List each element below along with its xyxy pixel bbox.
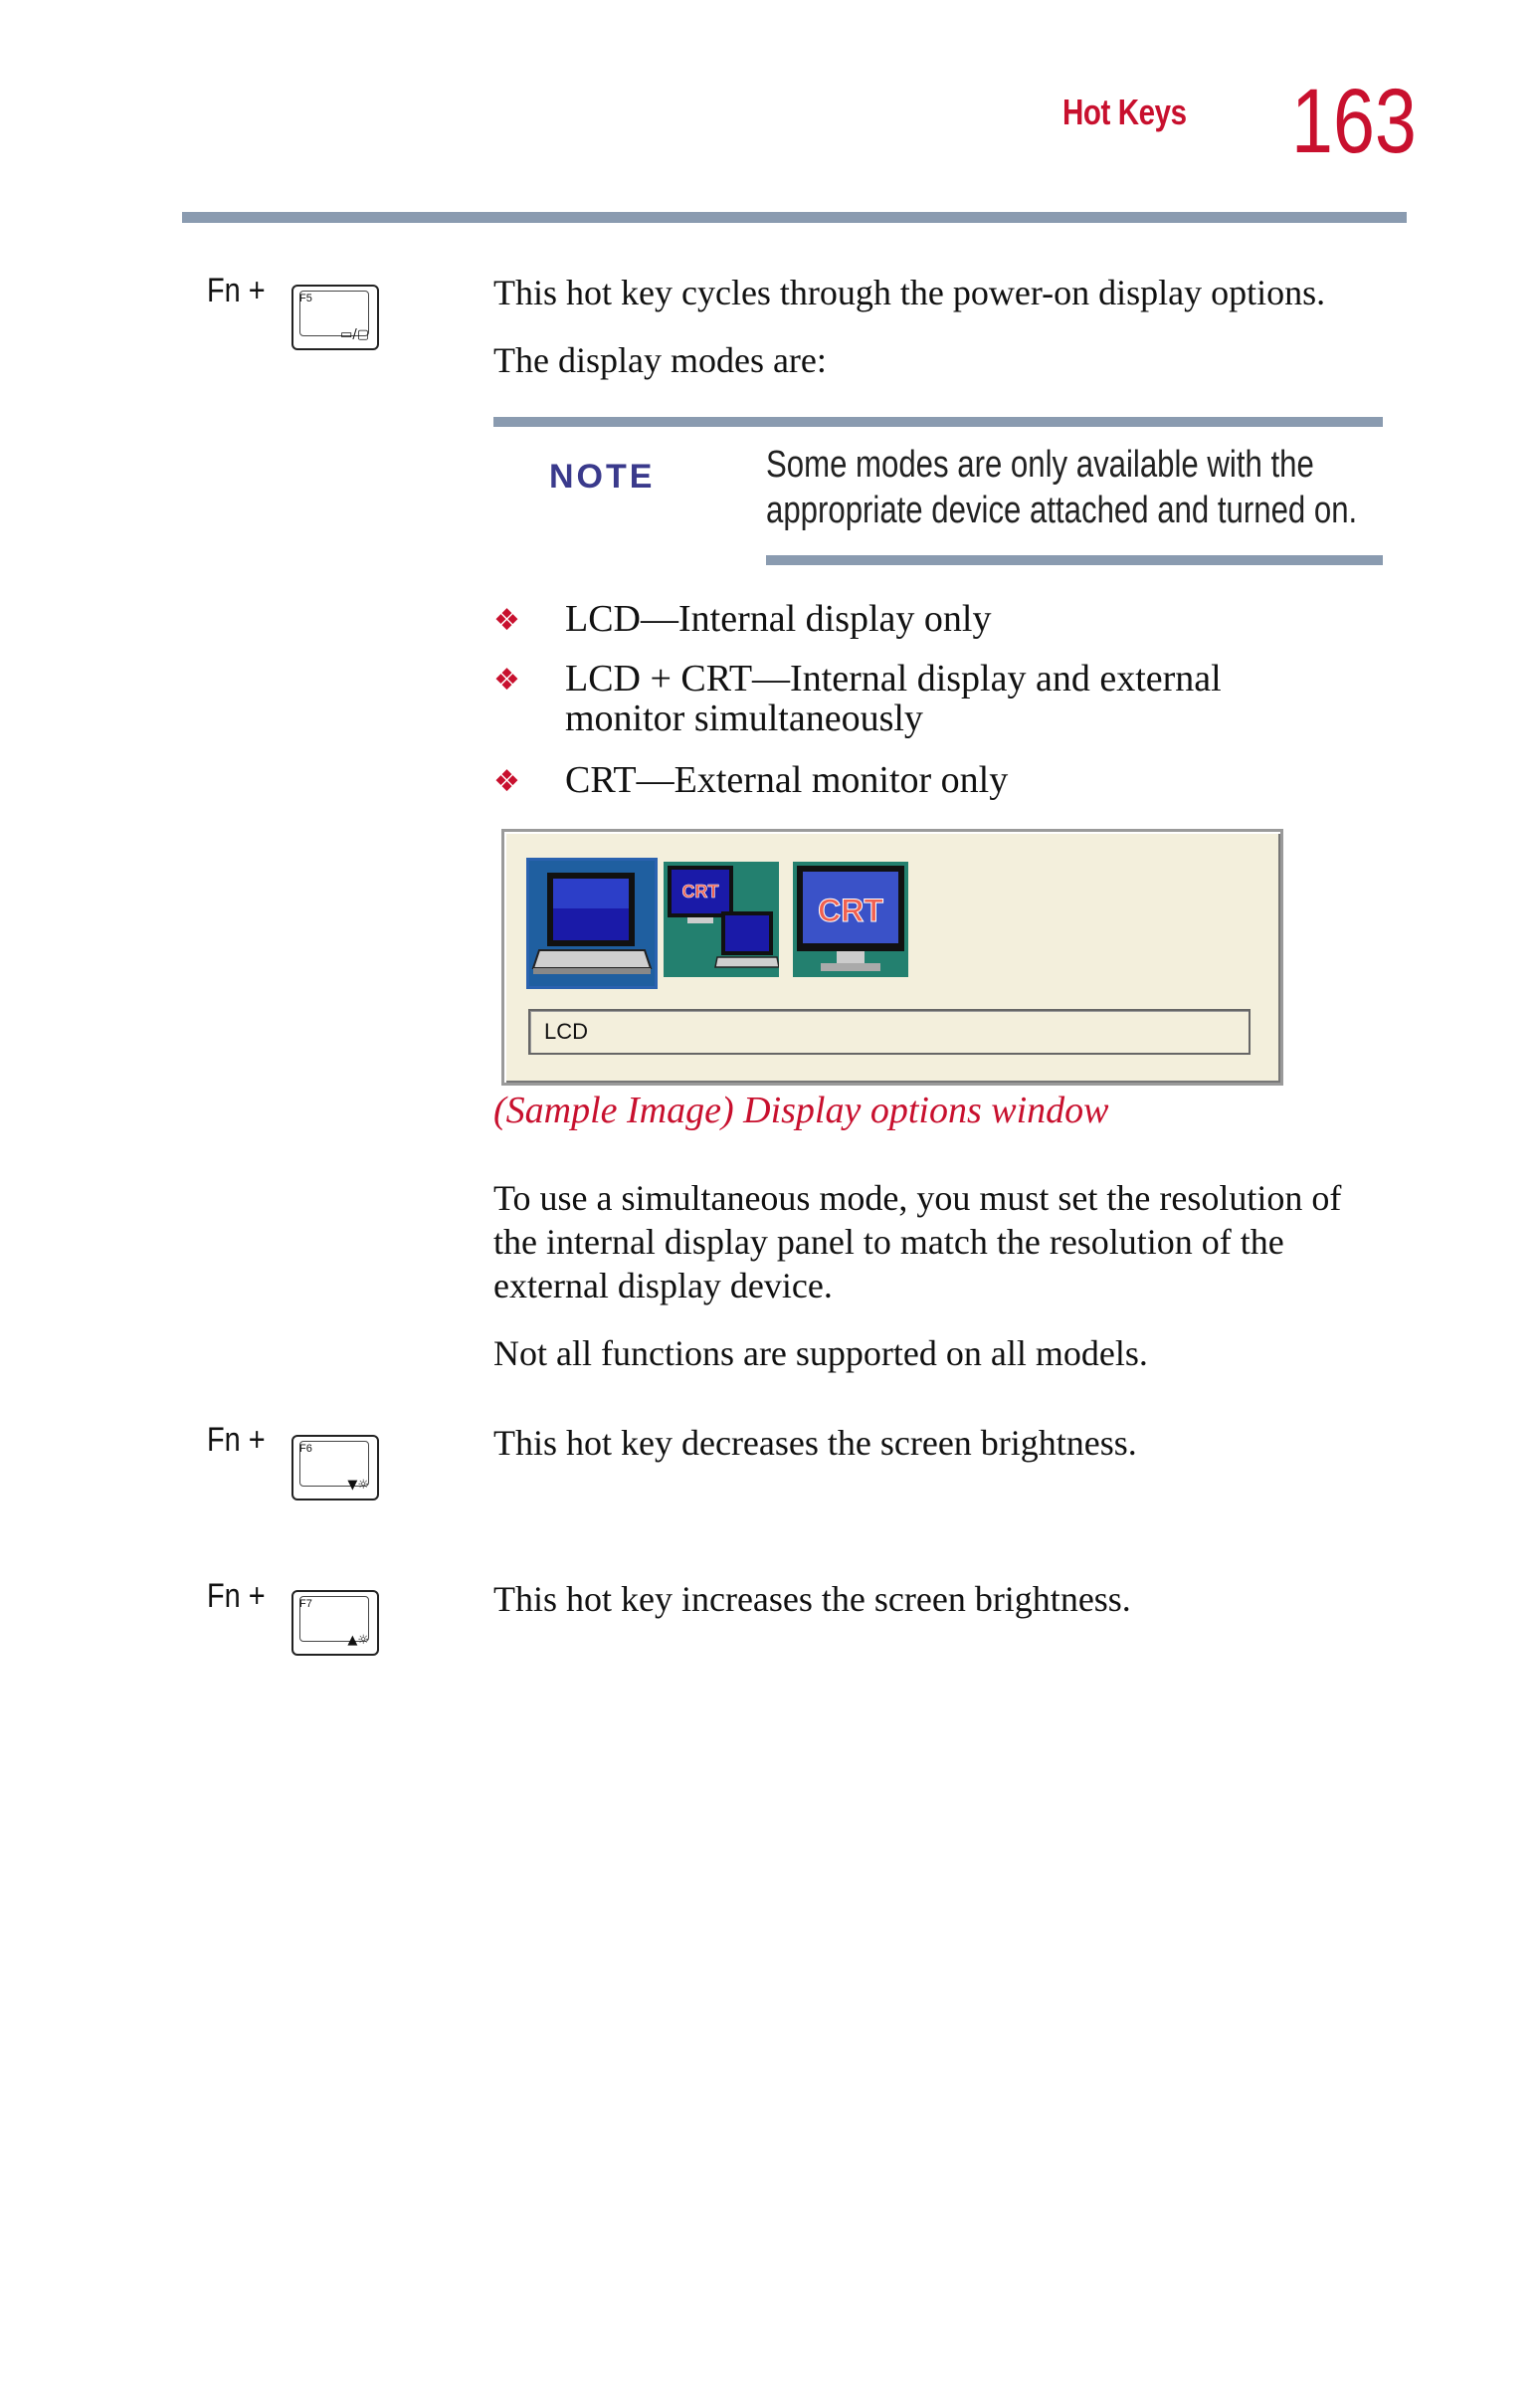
key-name: F6 (299, 1443, 312, 1455)
hotkey-description: This hot key cycles through the power-on display options. (493, 273, 1326, 312)
note-bottom-rule (766, 555, 1383, 565)
mode-item: CRT—External monitor only (565, 759, 1009, 801)
lcd-crt-option[interactable] (664, 862, 779, 977)
brightness-down-icon: ▼☼ (347, 1478, 369, 1493)
fn-label: Fn + (207, 1421, 266, 1459)
svg-text:CRT: CRT (681, 882, 719, 901)
hotkey-description: This hot key decreases the screen brightness. (493, 1423, 1137, 1463)
fn-label: Fn + (207, 1577, 266, 1615)
key-name: F7 (299, 1598, 312, 1610)
note-top-rule (493, 417, 1383, 427)
f7-key (291, 1590, 379, 1656)
f6-key (291, 1435, 379, 1500)
note-text: Some modes are only available with the appropriate device attached and turned on. (766, 444, 1358, 531)
header-rule (182, 212, 1407, 223)
crt-option[interactable] (793, 862, 908, 977)
paragraph: Not all functions are supported on all models. (493, 1333, 1148, 1373)
laptop-icon (529, 861, 655, 986)
key-name: F5 (299, 293, 312, 304)
f5-key (291, 285, 379, 350)
display-options-window (501, 829, 1283, 1086)
crt-monitor-icon (793, 862, 908, 977)
selected-mode-text: LCD (544, 1019, 589, 1044)
bullet-icon: ❖ (493, 764, 520, 799)
brightness-up-icon: ▲☼ (347, 1633, 369, 1648)
lcd-crt-icon: ▭/▢ (340, 327, 369, 342)
figure-caption: (Sample Image) Display options window (493, 1090, 1109, 1131)
page-number: 163 (1291, 71, 1417, 172)
lcd-crt-icon (664, 862, 779, 977)
hotkey-description: This hot key increases the screen brightness. (493, 1579, 1131, 1619)
bullet-icon: ❖ (493, 603, 520, 638)
mode-status-box (528, 1009, 1251, 1055)
paragraph: To use a simultaneous mode, you must set the resolution of the internal display panel to match the resolution of the external display device. (493, 1178, 1342, 1305)
mode-item: LCD—Internal display only (565, 598, 992, 640)
display-modes-intro: The display modes are: (493, 340, 827, 380)
mode-item: LCD + CRT—Internal display and external monitor simultaneously (565, 658, 1222, 739)
lcd-option[interactable] (526, 858, 658, 989)
bullet-icon: ❖ (493, 663, 520, 698)
svg-text:CRT: CRT (818, 893, 883, 928)
fn-label: Fn + (207, 272, 266, 309)
note-label: NOTE (549, 458, 656, 496)
section-title: Hot Keys (1062, 92, 1187, 132)
